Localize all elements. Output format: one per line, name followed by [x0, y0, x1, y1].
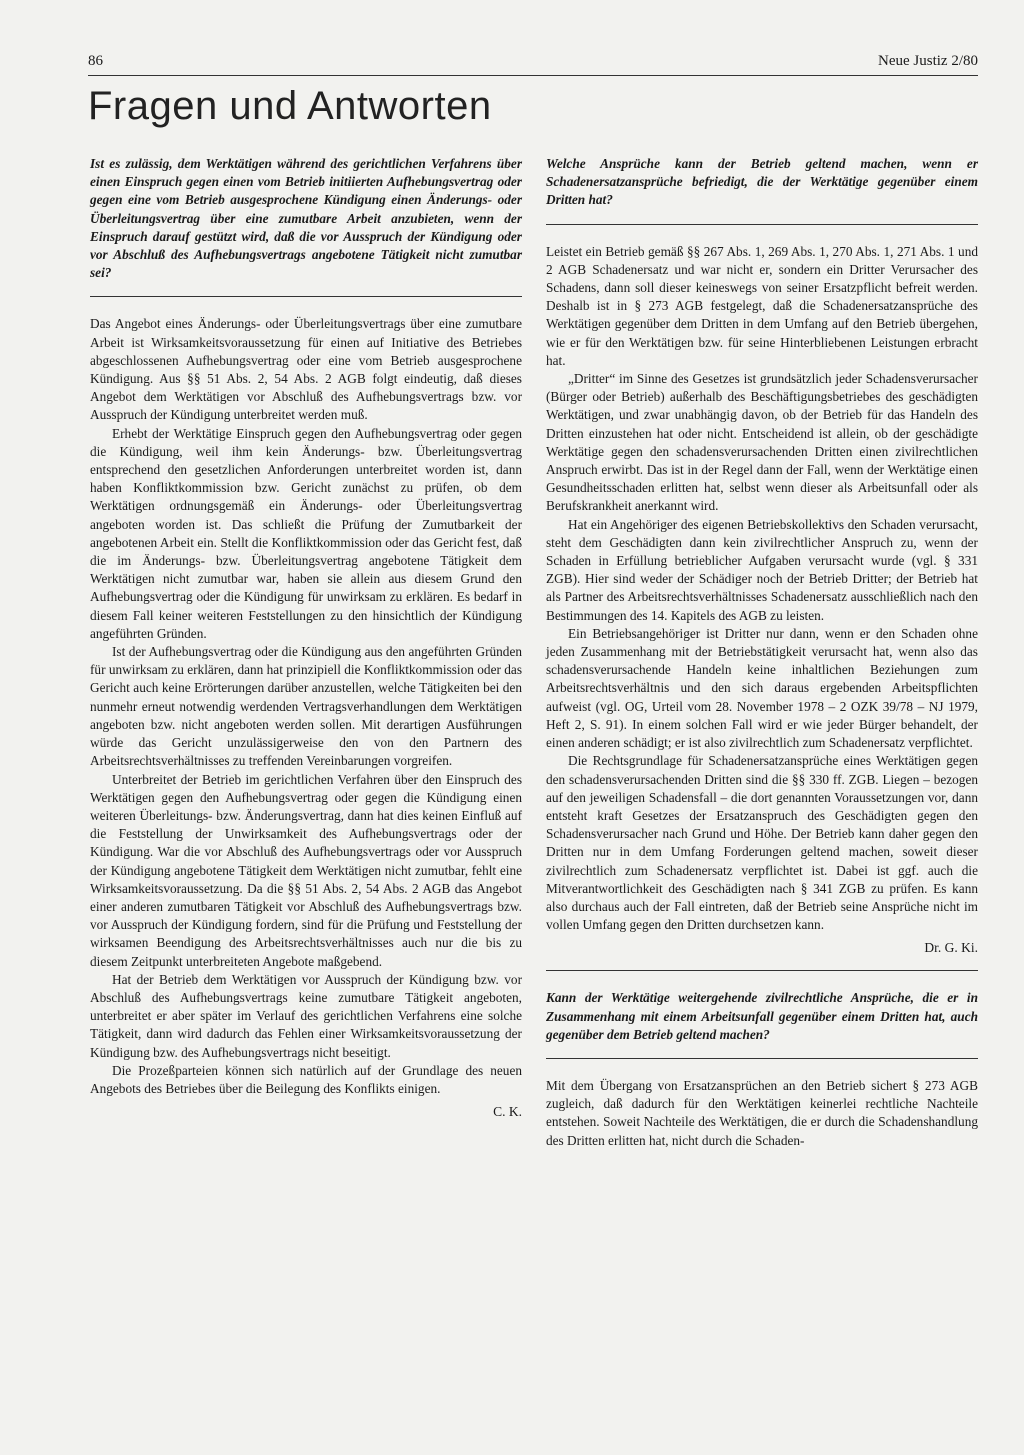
- author-signature: C. K.: [493, 1104, 522, 1120]
- paragraph: Das Angebot eines Änderungs- oder Überleitungsvertrags über eine zumutbare Arbeit ist Wirksamkeitsvoraussetzung für einen auf Initiative des Betriebes abgeschlossenen Aufhebungsvertrag oder eine vom Betrieb ausgesprochene Kündigung. Aus §§ 51 Abs. 2, 54 Abs. 2 AGB folgt eindeutig, daß dieses Angebot dem Werktätigen vor Abschluß des Aufhebungsvertrags bzw. vor Ausspruch der Kündigung unterbreitet werden muß.: [90, 316, 522, 423]
- paragraph: Leistet ein Betrieb gemäß §§ 267 Abs. 1, 269 Abs. 1, 270 Abs. 1, 271 Abs. 1 und 2 AGB Schadenersatz und war nicht er, sondern ein Dritter Verursacher des Schadens, dann soll dieser keineswegs von seiner Ersatzpflicht befreit werden. Deshalb ist in § 273 AGB festgelegt, daß die Schadenersatzansprüche des Werktätigen gegenüber dem Dritten in dem Umfang auf den Betrieb übergehen, wie er für den Werktätigen bzw. für seine Hinterbliebenen Leistungen erbracht hat.: [546, 243, 978, 368]
- question-2: Welche Ansprüche kann der Betrieb geltend machen, wenn er Schadenersatzansprüche befriedigt, die der Werktätige gegenüber einem Dritten hat?: [546, 156, 978, 208]
- answer-3: [546, 1077, 978, 1150]
- paragraph: „Dritter“ im Sinne des Gesetzes ist grundsätzlich jeder Schadensverursacher (Bürger oder Betrieb) außerhalb des Beschäftigungsbetriebes des geschädigten Werktätigen, und zwar unabhängig davon, ob der Betrieb für das Handeln des Dritten einzustehen hat oder nicht. Entscheidend ist allein, ob der geschädigte Werktätige gegen den schadensverursachenden Dritten einen zivilrechtlichen Anspruch erwirbt. Das ist in der Regel dann der Fall, wenn der Werktätige einen Gesundheitsschaden erlitten hat, selbst wenn dieser als Arbeitsunfall oder als Berufskrankheit anerkannt wird.: [546, 371, 978, 514]
- paragraph: Die Prozeßparteien können sich natürlich auf der Grundlage des neuen Angebots des Betriebes über die Beilegung des Konflikts einigen.: [90, 1062, 522, 1096]
- question-3: Kann der Werktätige weitergehende zivilrechtliche Ansprüche, die er in Zusammenhang mit einem Arbeitsunfall gegenüber einem Dritten hat, auch gegenüber dem Betrieb geltend machen?: [546, 990, 978, 1042]
- right-column: [546, 155, 978, 1150]
- paragraph: Hat ein Angehöriger des eigenen Betriebskollektivs den Schaden verursacht, steht dem Geschädigten dann kein zivilrechtlicher Anspruch zu, wenn der Schaden in Erfüllung betrieblicher Aufgaben verursacht wurde (vgl. § 331 ZGB). Hier sind weder der Schädiger noch der Betrieb Dritter; der Betrieb hat als Partner des Arbeitsrechtsverhältnisses Schadenersatz ausschließlich nach den Bestimmungen des 14. Kapitels des AGB zu leisten.: [546, 516, 978, 623]
- section-title: Fragen und Antworten: [88, 84, 492, 128]
- paragraph: Die Rechtsgrundlage für Schadenersatzansprüche eines Werktätigen gegen den schadensverursachenden Dritten sind die §§ 330 ff. ZGB. Liegen – bezogen auf den jeweiligen Schadensfall – die dort genannten Voraussetzungen vor, dann entsteht kraft Gesetzes der Ersatzanspruch des Geschädigten gegen den Schadensverursacher nach Grund und Höhe. Der Betrieb kann daher gegen den Dritten nur in dem Umfang Forderungen geltend machen, soweit dieser zivilrechtlich zum Schadenersatz verpflichtet ist. Dabei ist ggf. auch die Mitverantwortlichkeit des Geschädigten nach § 341 ZGB zu prüfen. Es kann also durchaus auch der Fall eintreten, daß der Betrieb seine Ansprüche nicht im vollen Umfang gegen den Dritten durchsetzen kann.: [546, 753, 978, 933]
- divider: [546, 1058, 978, 1059]
- paragraph: Unterbreitet der Betrieb im gerichtlichen Verfahren über den Einspruch des Werktätigen gegen den Aufhebungsvertrag oder gegen die Kündigung einen weiteren Überleitungs- bzw. Änderungsvertrag, dann hat dies keinen Einfluß auf die Feststellung der Unwirksamkeit des Aufhebungsvertrags oder der Kündigung. War die vor Abschluß des Aufhebungsvertrags oder vor Ausspruch der Kündigung angebotene Tätigkeit dem Werktätigen nicht zumutbar, fehlt eine Wirksamkeitsvoraussetzung. Da die §§ 51 Abs. 2, 54 Abs. 2 AGB das Angebot einer anderen zumutbaren Tätigkeit vor Abschluß des Aufhebungsvertrags bzw. vor Ausspruch der Kündigung fordern, sind für die Prüfung und Feststellung der wirksamen Beendigung des Arbeitsrechtsverhältnisses auch nur die bis zu diesem Zeitpunkt unterbreiteten Angebote maßgebend.: [90, 771, 522, 969]
- answer-2: [546, 243, 978, 935]
- divider: [90, 296, 522, 297]
- paragraph: Ein Betriebsangehöriger ist Dritter nur dann, wenn er den Schaden ohne jeden Zusammenhang mit der Betriebstätigkeit verursacht hat, wenn also das schadensverursachende Handeln keine inhaltlichen Beziehungen zum Arbeitsrechtsverhältnis und den sich daraus ergebenden Arbeitspflichten aufweist (vgl. OG, Urteil vom 28. November 1978 – 2 OZK 39/78 – NJ 1979, Heft 2, S. 91). In einem solchen Fall wird er wie jeder Bürger behandelt, der einen anderen schädigt; er ist also zivilrechtlich zum Schadenersatz verpflichtet.: [546, 625, 978, 751]
- left-column: [90, 155, 522, 1120]
- answer-1: [90, 315, 522, 1098]
- author-signature: Dr. G. Ki.: [924, 940, 978, 956]
- divider: [546, 970, 978, 971]
- paragraph: Hat der Betrieb dem Werktätigen vor Ausspruch der Kündigung bzw. vor Abschluß des Aufhebungsvertrags keine zumutbare Tätigkeit angeboten, unterbreitet er aber später im Verlauf des gerichtlichen Verfahrens eine solche Tätigkeit, dann wird dadurch das Fehlen einer Wirksamkeitsvoraussetzung der Kündigung bzw. des Aufhebungsvertrags nicht beseitigt.: [90, 971, 522, 1060]
- paragraph: Erhebt der Werktätige Einspruch gegen den Aufhebungsvertrag oder gegen die Kündigung, weil ihm kein Änderungs- bzw. Überleitungsvertrag entsprechend den gesetzlichen Anforderungen unterbreitet worden ist, dann haben Konfliktkommission bzw. Gericht zunächst zu prüfen, ob dem Werktätigen ordnungsgemäß ein Änderungs- oder Überleitungsvertrag angeboten worden ist. Das schließt die Prüfung der Zumutbarkeit der angebotenen Arbeit ein. Stellt die Konfliktkommission oder das Gericht fest, daß die im Änderungs- bzw. Überleitungsvertrag angebotene Tätigkeit dem Werktätigen nicht zumutbar war, haben sie allein aus diesem Grund den Aufhebungsvertrag oder die Kündigung für unwirksam zu erklären. Es bedarf in diesem Fall keiner weiteren Feststellungen zu den hinsichtlich der Kündigung angeführten Gründen.: [90, 425, 522, 641]
- paragraph: Ist der Aufhebungsvertrag oder die Kündigung aus den angeführten Gründen für unwirksam zu erklären, dann hat prinzipiell die Konfliktkommission oder das Gericht auch keine Erörterungen darüber anzustellen, welche Tätigkeiten bei den nunmehr erneut notwendig werdenden Vertragsverhandlungen dem Werktätigen angeboten bzw. nicht angeboten werden sollen. Mit derartigen Ausführungen würde das Gericht unzulässigerweise den von den Partnern des Arbeitsrechtsverhältnisses zu treffenden Vereinbarungen vorgreifen.: [90, 644, 522, 769]
- question-1: Ist es zulässig, dem Werktätigen während des gerichtlichen Verfahrens über einen Einspruch gegen einen vom Betrieb initiierten Aufhebungsvertrag oder gegen eine vom Betrieb ausgesprochene Kündigung einen Änderungs- oder Überleitungsvertrag über eine zumutbare Arbeit anzubieten, wenn der Einspruch darauf gestützt wird, daß die vor Ausspruch der Kündigung oder vor Abschluß des Aufhebungsvertrags angebotene Tätigkeit nicht zumutbar sei?: [90, 156, 522, 281]
- journal-issue: Neue Justiz 2/80: [878, 53, 978, 69]
- page-number: 86: [88, 53, 103, 69]
- paragraph: Mit dem Übergang von Ersatzansprüchen an den Betrieb sichert § 273 AGB zugleich, daß dadurch für den Werktätigen keinerlei rechtliche Nachteile entstehen. Soweit Nachteile des Werktätigen, die er durch die Schadenshandlung des Dritten erlitten hat, nicht durch die Schaden-: [546, 1077, 978, 1148]
- divider: [546, 224, 978, 225]
- page-header: [88, 53, 978, 76]
